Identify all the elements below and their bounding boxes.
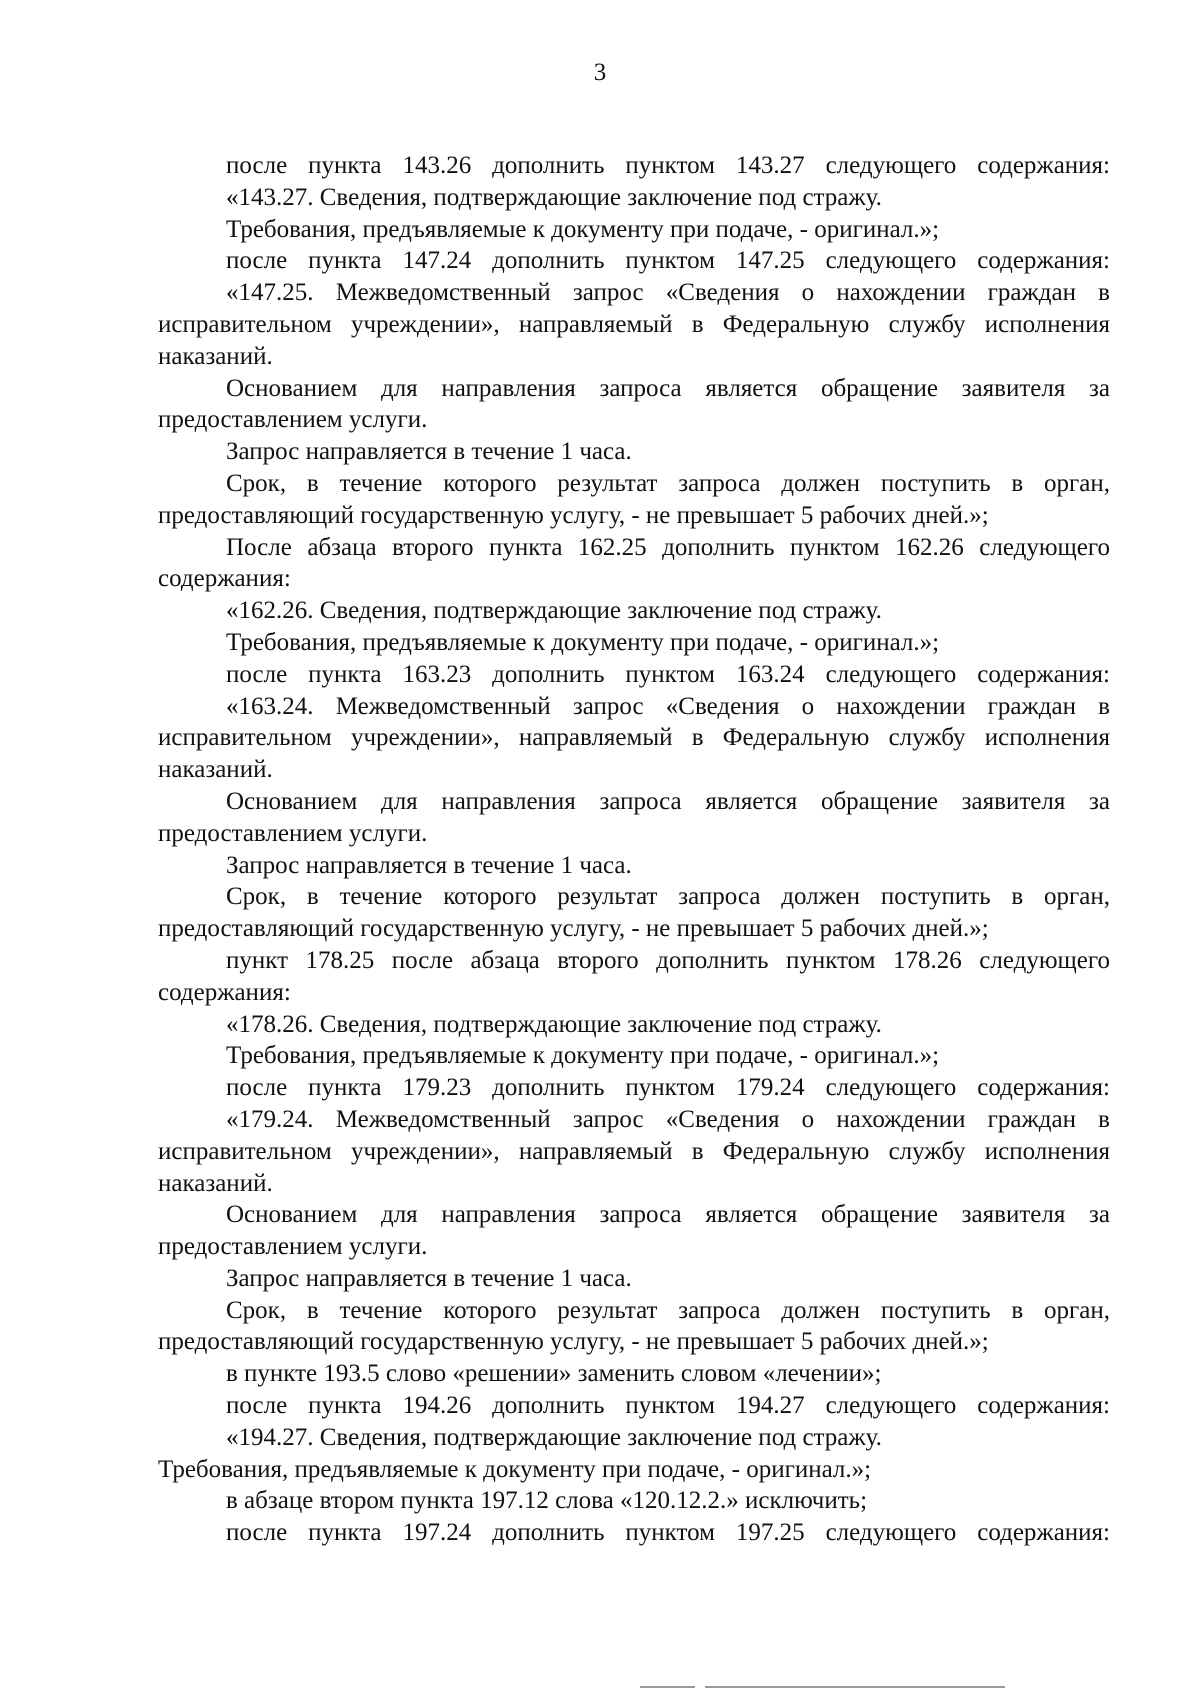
page-number: 3 <box>593 59 607 86</box>
paragraph: После абзаца второго пункта 162.25 дополнить пунктом 162.26 следующего содержания: <box>158 533 1110 593</box>
paragraph: «194.27. Сведения, подтверждающие заключение под стражу. <box>226 1423 882 1451</box>
paragraph: Основанием для направления запроса является обращение заявителя за предоставлением услуги. <box>158 1201 1110 1261</box>
paragraph: после пункта 179.23 дополнить пунктом 179.24 следующего содержания: <box>226 1074 1110 1102</box>
paragraph: «162.26. Сведения, подтверждающие заключение под стражу. <box>226 597 882 625</box>
paragraph: Срок, в течение которого результат запроса должен поступить в орган, предоставляющий государственную услугу, - не превышает 5 рабочих дней.»; <box>158 883 1110 943</box>
paragraph: Запрос направляется в течение 1 часа. <box>226 1264 632 1292</box>
paragraph: после пункта 194.26 дополнить пунктом 194.27 следующего содержания: <box>226 1392 1110 1420</box>
paragraph: в пункте 193.5 слово «решении» заменить словом «лечении»; <box>226 1360 882 1388</box>
scan-artifact <box>705 1686 1005 1688</box>
paragraph: «163.24. Межведомственный запрос «Сведения о нахождении граждан в исправительном учреждении», направляемый в Федеральную службу исполнения наказаний. <box>158 692 1110 784</box>
paragraph: Запрос направляется в течение 1 часа. <box>226 851 632 879</box>
paragraph: после пункта 163.23 дополнить пунктом 163.24 следующего содержания: <box>226 660 1110 688</box>
paragraph: после пункта 147.24 дополнить пунктом 147.25 следующего содержания: <box>226 247 1110 275</box>
paragraph: пункт 178.25 после абзаца второго дополнить пунктом 178.26 следующего содержания: <box>158 946 1110 1006</box>
scan-artifact <box>640 1686 695 1688</box>
paragraph: «143.27. Сведения, подтверждающие заключение под стражу. <box>226 183 882 211</box>
paragraph: Требования, предъявляемые к документу при подаче, - оригинал.»; <box>158 1455 872 1483</box>
paragraph: Запрос направляется в течение 1 часа. <box>226 438 632 466</box>
paragraph: Срок, в течение которого результат запроса должен поступить в орган, предоставляющий государственную услугу, - не превышает 5 рабочих дней.»; <box>158 469 1110 529</box>
paragraph: «179.24. Межведомственный запрос «Сведения о нахождении граждан в исправительном учреждении», направляемый в Федеральную службу исполнения наказаний. <box>158 1105 1110 1197</box>
paragraph: «147.25. Межведомственный запрос «Сведения о нахождении граждан в исправительном учреждении», направляемый в Федеральную службу исполнения наказаний. <box>158 279 1110 370</box>
paragraph: Основанием для направления запроса является обращение заявителя за предоставлением услуги. <box>158 374 1110 434</box>
paragraph: Требования, предъявляемые к документу при подаче, - оригинал.»; <box>226 1042 940 1070</box>
paragraph: Требования, предъявляемые к документу при подаче, - оригинал.»; <box>226 628 940 656</box>
paragraph: в абзаце втором пункта 197.12 слова «120.12.2.» исключить; <box>226 1487 868 1515</box>
paragraph: после пункта 197.24 дополнить пунктом 197.25 следующего содержания: <box>226 1519 1110 1547</box>
paragraph: Основанием для направления запроса является обращение заявителя за предоставлением услуги. <box>158 787 1110 847</box>
paragraph: Требования, предъявляемые к документу при подаче, - оригинал.»; <box>226 215 940 243</box>
paragraph: после пункта 143.26 дополнить пунктом 143.27 следующего содержания: <box>226 152 1110 179</box>
paragraph: «178.26. Сведения, подтверждающие заключение под стражу. <box>226 1010 882 1038</box>
document-body <box>158 150 1110 1549</box>
paragraph: Срок, в течение которого результат запроса должен поступить в орган, предоставляющий государственную услугу, - не превышает 5 рабочих дней.»; <box>158 1296 1110 1356</box>
